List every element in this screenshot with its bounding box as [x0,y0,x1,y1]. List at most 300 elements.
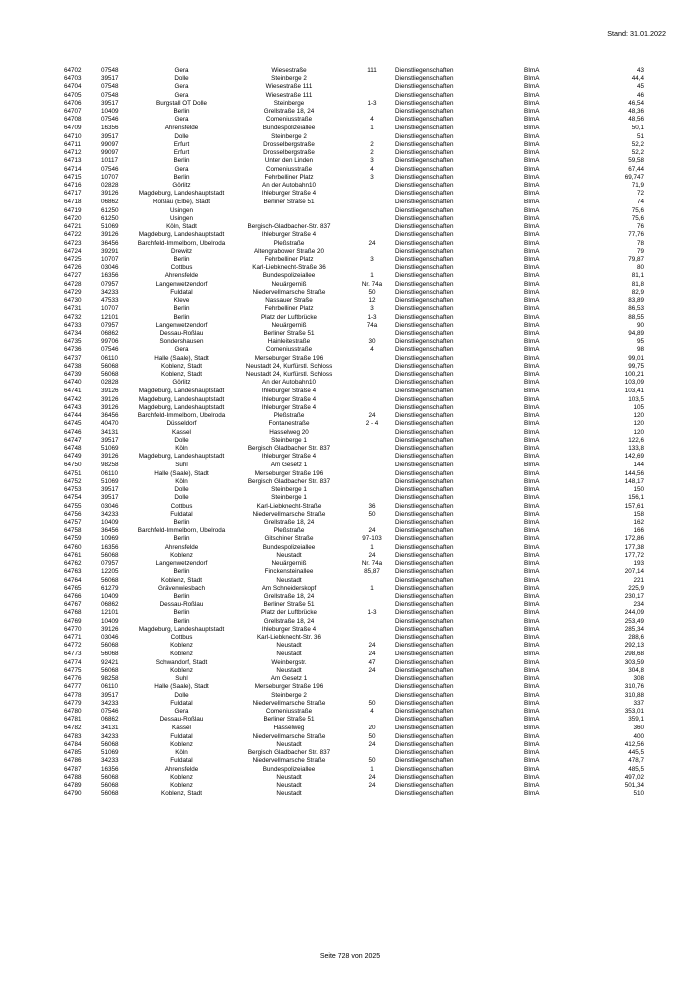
area-value-cell: 79,87 [628,256,644,263]
area-value-cell: 221 [633,576,644,584]
postal-code-cell: 06862 [101,716,119,724]
postal-code-cell: 10969 [101,535,119,543]
area-value-cell: 144,56 [624,469,644,477]
postal-code-cell: 07546 [101,346,119,354]
house-number-cell [349,388,395,396]
row-id-cell: 64734 [64,330,82,337]
street-cell: Ihleburger Straße 4 [261,190,317,198]
row-id-cell: 64705 [64,91,82,99]
area-value-cell: 46,54 [628,99,644,107]
category-cell: Dienstliegenschaften [395,469,454,477]
city-cell: Erfurt [173,140,190,148]
city-cell: Ahrensfelde [164,543,199,551]
row-id-cell: 64725 [64,256,82,263]
area-value-cell: 485,5 [628,765,644,773]
area-value-cell: 207,14 [624,568,644,576]
postal-code-cell: 07546 [101,708,119,716]
house-number-cell [349,749,395,757]
postal-code-cell: 36456 [101,239,119,247]
owner-cell: BImA [524,436,540,444]
row-id-cell: 64706 [64,99,82,107]
owner-cell: BImA [524,223,540,231]
row-id-cell: 64755 [64,502,82,510]
area-value-cell: 288,6 [628,634,644,642]
table-row [64,527,644,535]
table-row [64,634,644,642]
table-row [64,223,644,231]
postal-code-cell: 56068 [101,362,119,370]
city-cell: Köln, Stadt [166,223,197,231]
postal-code-cell: 39517 [101,691,119,699]
owner-cell: BImA [524,568,540,576]
city-cell: Fuldatal [170,510,193,518]
category-cell: Dienstliegenschaften [395,395,454,403]
owner-cell: BImA [524,297,540,305]
table-row [64,494,644,502]
area-value-cell: 52,2 [631,140,644,148]
street-cell: Wiesestraße 111 [265,91,313,99]
table-row [64,338,644,346]
row-id-cell: 64726 [64,264,82,272]
house-number-cell: 1 [370,543,374,551]
owner-cell: BImA [524,740,540,748]
owner-cell: BImA [524,749,540,757]
street-cell: Berliner Straße 51 [263,716,315,724]
row-id-cell: 64763 [64,568,82,576]
city-cell: Düsseldorf [166,420,197,428]
street-cell: Fehrbelliner Platz [264,173,314,181]
category-cell: Dienstliegenschaften [395,288,454,296]
table-row [64,379,644,387]
city-cell: Köln [175,749,188,757]
area-value-cell: 310,76 [624,683,644,691]
owner-cell: BImA [524,765,540,773]
table-row [64,305,644,313]
city-cell: Burgstall OT Dolle [156,99,207,107]
house-number-cell [349,437,395,445]
street-cell: Neustadt [276,740,302,748]
street-cell: Neustadt [276,576,302,584]
area-value-cell: 90 [636,321,644,329]
table-row [64,478,644,486]
owner-cell: BImA [524,173,540,181]
house-number-cell: 20 [368,724,376,732]
postal-code-cell: 40470 [101,420,119,428]
postal-code-cell: 07957 [101,321,119,329]
street-cell: Drosselbergstraße [263,140,315,148]
city-cell: Berlin [173,256,190,263]
category-cell: Dienstliegenschaften [395,749,454,757]
owner-cell: BImA [524,157,540,165]
house-number-cell [349,790,395,798]
area-value-cell: 77,76 [628,231,644,239]
area-value-cell: 230,17 [624,593,644,600]
category-cell: Dienstliegenschaften [395,75,454,83]
table-row [64,404,644,412]
street-cell: Comeniusstraße [265,165,313,173]
owner-cell: BImA [524,124,540,132]
owner-cell: BImA [524,182,540,190]
category-cell: Dienstliegenschaften [395,642,454,650]
area-value-cell: 497,02 [624,773,644,781]
city-cell: Magdeburg, Landeshauptstadt [138,403,225,411]
street-cell: Steinberge [273,99,305,107]
postal-code-cell: 99706 [101,338,119,346]
street-cell: Merseburger Straße 196 [254,354,324,362]
category-cell: Dienstliegenschaften [395,560,454,568]
category-cell: Dienstliegenschaften [395,740,454,748]
category-cell: Dienstliegenschaften [395,313,454,321]
house-number-cell [349,626,395,634]
postal-code-cell: 34131 [101,428,119,436]
street-cell: Am Gesetz 1 [270,675,308,683]
owner-cell: BImA [524,708,540,716]
category-cell: Dienstliegenschaften [395,83,454,91]
street-cell: Neustadt 24, Kurfürstl. Schloss [245,371,333,379]
owner-cell: BImA [524,782,540,789]
area-value-cell: 234 [633,601,644,609]
postal-code-cell: 99097 [101,140,119,148]
street-cell: Bergisch Gladbacher Str. 837 [247,445,331,453]
city-cell: Berlin [173,157,190,165]
city-cell: Görlitz [172,379,191,387]
category-cell: Dienstliegenschaften [395,543,454,551]
postal-code-cell: 56068 [101,782,119,789]
category-cell: Dienstliegenschaften [395,149,454,157]
table-row [64,790,644,798]
street-cell: Unter den Linden [264,157,314,165]
postal-code-cell: 16356 [101,543,119,551]
owner-cell: BImA [524,732,540,740]
postal-code-cell: 06110 [101,354,119,362]
row-id-cell: 64743 [64,403,82,411]
house-number-cell [349,108,395,116]
city-cell: Berlin [173,108,190,116]
postal-code-cell: 06862 [101,198,119,206]
row-id-cell: 64715 [64,173,82,181]
owner-cell: BImA [524,387,540,395]
table-body [64,67,644,798]
house-number-cell: 1-3 [367,99,377,107]
house-number-cell: 1-3 [367,609,377,617]
row-id-cell: 64742 [64,395,82,403]
postal-code-cell: 02828 [101,379,119,387]
area-value-cell: 52,2 [631,149,644,157]
city-cell: Suhl [175,461,188,469]
row-id-cell: 64729 [64,288,82,296]
table-row [64,240,644,248]
owner-cell: BImA [524,132,540,140]
owner-cell: BImA [524,757,540,765]
street-cell: Gitschiner Straße [264,535,314,543]
row-id-cell: 64710 [64,132,82,140]
street-cell: Hasselweg [273,724,305,732]
house-number-cell [349,577,395,585]
city-cell: Cottbus [170,264,193,272]
category-cell: Dienstliegenschaften [395,708,454,716]
street-cell: Bundespolizeiallee [262,124,316,132]
table-row [64,314,644,322]
street-cell: Merseburger Straße 196 [254,683,324,691]
table-row [64,363,644,371]
street-cell: Hasselweg 20 [269,428,309,436]
category-cell: Dienstliegenschaften [395,264,454,272]
street-cell: Karl-Liebknecht-Straße [256,502,322,510]
postal-code-cell: 56068 [101,790,119,798]
house-number-cell [349,379,395,387]
city-cell: Köln [175,445,188,453]
street-cell: Ihleburger Straße 4 [261,403,317,411]
postal-code-cell: 34233 [101,732,119,740]
area-value-cell: 105 [633,403,644,411]
area-value-cell: 59,58 [628,157,644,165]
area-value-cell: 44,4 [631,75,644,83]
owner-cell: BImA [524,75,540,83]
city-cell: Koblenz [170,650,193,658]
owner-cell: BImA [524,239,540,247]
row-id-cell: 64767 [64,601,82,609]
house-number-cell [349,355,395,363]
city-cell: Dolle [174,494,189,502]
category-cell: Dienstliegenschaften [395,658,454,666]
city-cell: Berlin [173,305,190,313]
area-value-cell: 103,41 [624,387,644,395]
category-cell: Dienstliegenschaften [395,67,454,74]
owner-cell: BImA [524,231,540,239]
table-row [64,544,644,552]
table-row [64,166,644,174]
street-cell: Bundespolizeiallee [262,543,316,551]
category-cell: Dienstliegenschaften [395,724,454,732]
table-row [64,453,644,461]
category-cell: Dienstliegenschaften [395,116,454,124]
category-cell: Dienstliegenschaften [395,486,454,494]
table-row [64,716,644,724]
street-cell: Steinberge 2 [271,691,307,699]
house-number-cell: 24 [368,782,376,789]
row-id-cell: 64735 [64,338,82,346]
street-cell: Bundespolizeiallee [262,765,316,773]
owner-cell: BImA [524,149,540,157]
category-cell: Dienstliegenschaften [395,231,454,239]
street-cell: Ihleburger Straße 4 [261,453,317,461]
postal-code-cell: 07546 [101,165,119,173]
owner-cell: BImA [524,773,540,781]
area-value-cell: 103,5 [628,395,644,403]
city-cell: Berlin [173,173,190,181]
postal-code-cell: 56068 [101,642,119,650]
house-number-cell: 111 [367,67,377,74]
table-row [64,420,644,428]
area-value-cell: 445,5 [628,749,644,757]
table-row [64,445,644,453]
street-cell: An der Autobahn10 [262,379,316,387]
postal-code-cell: 39517 [101,494,119,502]
owner-cell: BImA [524,190,540,198]
category-cell: Dienstliegenschaften [395,239,454,247]
category-cell: Dienstliegenschaften [395,790,454,798]
row-id-cell: 64720 [64,214,82,222]
postal-code-cell: 03046 [101,502,119,510]
street-cell: Neustadt [276,790,302,798]
owner-cell: BImA [524,362,540,370]
table-row [64,207,644,215]
category-cell: Dienstliegenschaften [395,305,454,313]
owner-cell: BImA [524,395,540,403]
row-id-cell: 64774 [64,658,82,666]
city-cell: Magdeburg, Landeshauptstadt [138,395,225,403]
table-row [64,67,644,75]
house-number-cell: 74a [366,321,378,329]
category-cell: Dienstliegenschaften [395,691,454,699]
city-cell: Koblenz [170,782,193,789]
postal-code-cell: 51069 [101,477,119,485]
postal-code-cell: 98258 [101,461,119,469]
house-number-cell: 24 [368,666,376,674]
table-row [64,133,644,141]
row-id-cell: 64785 [64,749,82,757]
owner-cell: BImA [524,675,540,683]
table-row [64,601,644,609]
street-cell: Fontanestraße [268,420,310,428]
postal-code-cell: 10117 [101,157,119,165]
owner-cell: BImA [524,658,540,666]
street-cell: Pleßstraße [273,527,305,535]
postal-code-cell: 39126 [101,190,119,198]
street-cell: Niedervellmarsche Straße [252,732,326,740]
postal-code-cell: 92421 [101,658,119,666]
table-row [64,264,644,272]
page-number: Seite 728 von 2025 [319,953,381,960]
table-row [64,125,644,133]
postal-code-cell: 61250 [101,214,119,222]
area-value-cell: 304,8 [628,666,644,674]
category-cell: Dienstliegenschaften [395,732,454,740]
category-cell: Dienstliegenschaften [395,502,454,510]
house-number-cell [349,133,395,141]
area-value-cell: 99,75 [628,362,644,370]
city-cell: Koblenz [170,666,193,674]
row-id-cell: 64750 [64,461,82,469]
category-cell: Dienstliegenschaften [395,453,454,461]
city-cell: Köln [175,477,188,485]
street-cell: Ihleburger Straße 4 [261,387,317,395]
table-row [64,626,644,634]
city-cell: Magdeburg, Landeshauptstadt [138,453,225,461]
category-cell: Dienstliegenschaften [395,535,454,543]
row-id-cell: 64777 [64,683,82,691]
street-cell: Neustadt [276,782,302,789]
postal-code-cell: 39517 [101,486,119,494]
street-cell: Platz der Luftbrücke [260,609,317,617]
postal-code-cell: 10409 [101,593,119,600]
category-cell: Dienstliegenschaften [395,157,454,165]
postal-code-cell: 07548 [101,91,119,99]
table-row [64,141,644,149]
category-cell: Dienstliegenschaften [395,182,454,190]
street-cell: Niedervellmarsche Straße [252,757,326,765]
row-id-cell: 64775 [64,666,82,674]
house-number-cell: 24 [368,642,376,650]
row-id-cell: 64783 [64,732,82,740]
area-value-cell: 95 [636,338,644,346]
owner-cell: BImA [524,272,540,280]
house-number-cell [349,75,395,83]
area-value-cell: 177,38 [624,543,644,551]
house-number-cell [349,453,395,461]
owner-cell: BImA [524,403,540,411]
area-value-cell: 88,55 [628,313,644,321]
postal-code-cell: 16356 [101,272,119,280]
owner-cell: BImA [524,140,540,148]
street-cell: Am Schneiderskopf [261,584,317,592]
owner-cell: BImA [524,527,540,535]
category-cell: Dienstliegenschaften [395,99,454,107]
house-number-cell [349,692,395,700]
house-number-cell: 1 [370,584,374,592]
city-cell: Ahrensfelde [164,765,199,773]
category-cell: Dienstliegenschaften [395,346,454,354]
postal-code-cell: 98258 [101,675,119,683]
row-id-cell: 64749 [64,453,82,461]
owner-cell: BImA [524,716,540,724]
house-number-cell [349,264,395,272]
owner-cell: BImA [524,280,540,288]
row-id-cell: 64780 [64,708,82,716]
area-value-cell: 45 [636,83,644,91]
area-value-cell: 50,1 [631,124,644,132]
owner-cell: BImA [524,338,540,346]
category-cell: Dienstliegenschaften [395,436,454,444]
area-value-cell: 400 [633,732,644,740]
category-cell: Dienstliegenschaften [395,362,454,370]
city-cell: Barchfeld-Immelborn, Übelroda [137,412,226,420]
postal-code-cell: 39126 [101,395,119,403]
table-row [64,437,644,445]
owner-cell: BImA [524,165,540,173]
postal-code-cell: 39126 [101,231,119,239]
area-value-cell: 80 [636,264,644,272]
city-cell: Berlin [173,535,190,543]
owner-cell: BImA [524,99,540,107]
street-cell: Steinberge 2 [271,75,307,83]
category-cell: Dienstliegenschaften [395,584,454,592]
postal-code-cell: 02828 [101,182,119,190]
category-cell: Dienstliegenschaften [395,675,454,683]
house-number-cell: 3 [370,305,374,313]
house-number-cell [349,634,395,642]
city-cell: Gera [174,346,189,354]
house-number-cell [349,92,395,100]
category-cell: Dienstliegenschaften [395,445,454,453]
area-value-cell: 75,6 [631,214,644,222]
street-cell: Neustadt [276,551,302,559]
row-id-cell: 64768 [64,609,82,617]
property-table [64,67,644,798]
postal-code-cell: 06862 [101,601,119,609]
owner-cell: BImA [524,593,540,600]
row-id-cell: 64713 [64,157,82,165]
street-cell: Niedervellmarsche Straße [252,288,326,296]
postal-code-cell: 16356 [101,124,119,132]
owner-cell: BImA [524,461,540,469]
area-value-cell: 82,9 [631,288,644,296]
area-value-cell: 120 [633,428,644,436]
city-cell: Berlin [173,519,190,526]
street-cell: Altengrabower Straße 20 [253,247,324,255]
city-cell: Gera [174,83,189,91]
row-id-cell: 64770 [64,625,82,633]
